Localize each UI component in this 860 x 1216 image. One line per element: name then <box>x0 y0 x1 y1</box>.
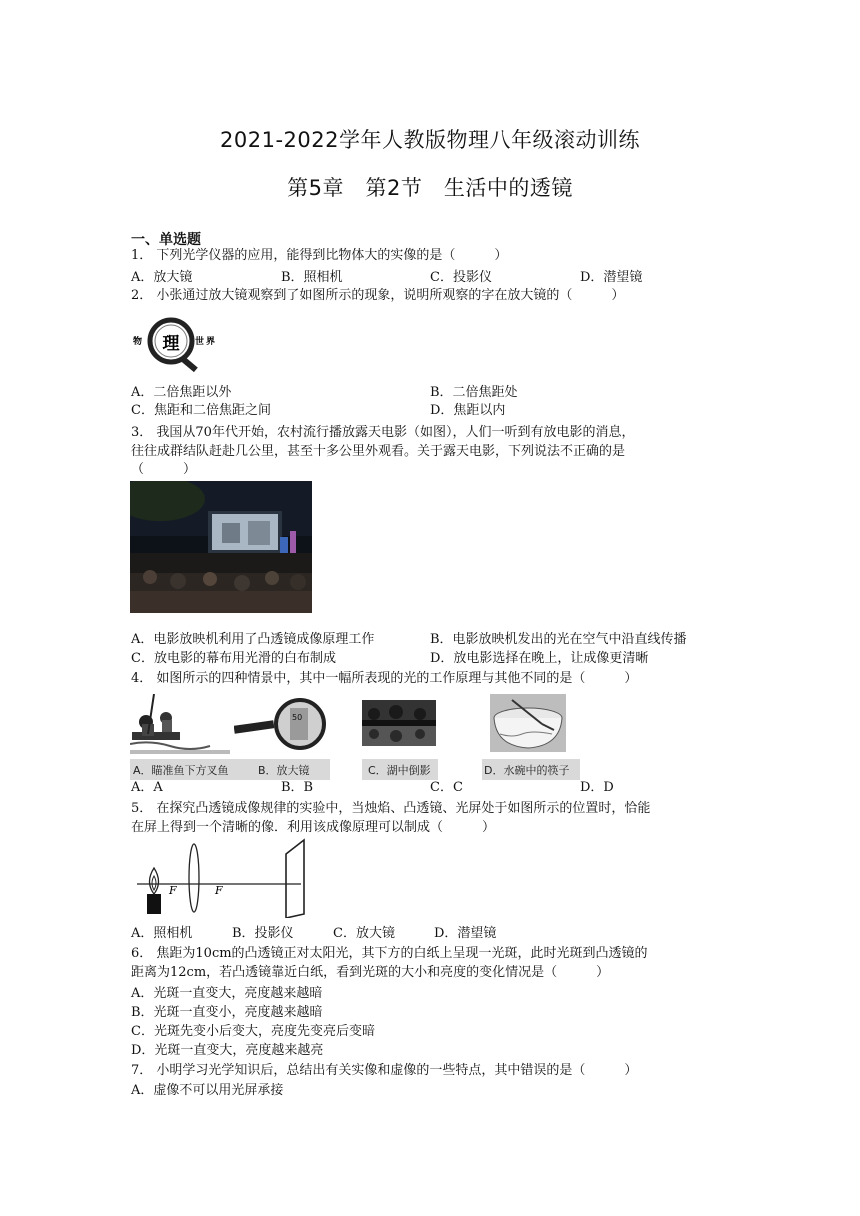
question-4-stem: 4． 如图所示的四种情景中，其中一幅所表现的光的工作原理与其他不同的是（ ） <box>131 671 638 686</box>
caption-c: C．湖中倒影 <box>368 764 431 777</box>
question-2-option-a: A．二倍焦距以外 <box>131 385 232 400</box>
question-5-stem-line-1: 5． 在探究凸透镜成像规律的实验中，当烛焰、凸透镜、光屏处于如图所示的位置时，恰能 <box>131 801 651 816</box>
question-1-stem: 1． 下列光学仪器的应用，能得到比物体大的实像的是（ ） <box>131 248 508 263</box>
chapter-subtitle: 第5章 第2节 生活中的透镜 <box>287 176 573 200</box>
fish-spearing-figure <box>130 694 240 780</box>
section-heading: 一、单选题 <box>131 232 201 248</box>
magnifier-figure <box>131 311 217 373</box>
question-3-stem-line-3: （ ） <box>131 462 197 477</box>
question-3-stem-line-1: 3． 我国从70年代开始，农村流行播放露天电影（如图），人们一听到有放电影的消息， <box>131 425 635 440</box>
figure-char-1: 物 <box>133 337 143 347</box>
question-4-option-a: A．A <box>131 780 163 795</box>
question-6-option-b: B．光斑一直变小，亮度越来越暗 <box>131 1005 323 1020</box>
focal-point-label-left: F <box>169 884 177 897</box>
question-2-option-c: C．焦距和二倍焦距之间 <box>131 403 271 418</box>
question-1-option-b: B．照相机 <box>281 270 343 285</box>
caption-d: D．水碗中的筷子 <box>484 764 570 777</box>
question-1-option-d: D．潜望镜 <box>580 270 643 285</box>
question-7-stem: 7． 小明学习光学知识后，总结出有关实像和虚像的一些特点，其中错误的是（ ） <box>131 1063 638 1078</box>
question-2-option-b: B．二倍焦距处 <box>430 385 518 400</box>
svg-text:50: 50 <box>292 713 303 722</box>
question-6-option-c: C．光斑先变小后变大，亮度先变亮后变暗 <box>131 1024 375 1039</box>
question-3-option-d: D．放电影选择在晚上，让成像更清晰 <box>430 651 649 666</box>
figure-char-4: 界 <box>206 337 216 347</box>
question-5-stem-line-2: 在屏上得到一个清晰的像．利用该成像原理可以制成（ ） <box>131 820 496 835</box>
question-7-option-a: A．虚像不可以用光屏承接 <box>131 1083 284 1098</box>
figure-char-2: 理 <box>162 334 180 354</box>
question-4-option-c: C．C <box>430 780 463 795</box>
bowl-chopsticks-figure <box>482 694 580 780</box>
question-3-option-b: B．电影放映机发出的光在空气中沿直线传播 <box>430 632 687 647</box>
question-5-option-b: B．投影仪 <box>232 926 294 941</box>
lens-experiment-diagram <box>131 838 316 918</box>
focal-point-label-right: F <box>215 884 223 897</box>
question-1-option-c: C．投影仪 <box>430 270 492 285</box>
question-5-option-a: A．照相机 <box>131 926 193 941</box>
question-3-stem-line-2: 往往成群结队赶赴几公里，甚至十多公里外观看。关于露天电影，下列说法不正确的是 <box>131 444 626 459</box>
question-1-option-a: A．放大镜 <box>131 270 193 285</box>
question-6-stem-line-2: 距离为12cm，若凸透镜靠近白纸，看到光斑的大小和亮度的变化情况是（ ） <box>131 965 610 980</box>
figure-char-3: 世 <box>195 337 205 347</box>
question-3-option-c: C．放电影的幕布用光滑的白布制成 <box>131 651 336 666</box>
caption-a: A．瞄准鱼下方叉鱼 <box>133 764 229 777</box>
question-5-option-d: D．潜望镜 <box>434 926 497 941</box>
caption-b: B．放大镜 <box>258 764 310 777</box>
question-6-stem-line-1: 6． 焦距为10cm的凸透镜正对太阳光，其下方的白纸上呈现一光斑，此时光斑到凸透镜的 <box>131 946 648 961</box>
question-3-option-a: A．电影放映机利用了凸透镜成像原理工作 <box>131 632 375 647</box>
question-4-option-b: B．B <box>281 780 314 795</box>
question-2-stem: 2． 小张通过放大镜观察到了如图所示的现象，说明所观察的字在放大镜的（ ） <box>131 288 625 303</box>
question-2-option-d: D．焦距以内 <box>430 403 506 418</box>
outdoor-movie-photo <box>130 481 312 613</box>
question-6-option-a: A．光斑一直变大，亮度越来越暗 <box>131 986 323 1001</box>
question-4-option-d: D．D <box>580 780 614 795</box>
magnifying-glass-figure <box>234 694 330 780</box>
document-title: 2021-2022学年人教版物理八年级滚动训练 <box>220 128 640 152</box>
question-5-option-c: C．放大镜 <box>333 926 395 941</box>
question-6-option-d: D．光斑一直变大，亮度越来越亮 <box>131 1043 324 1058</box>
lake-reflection-figure <box>362 700 438 780</box>
